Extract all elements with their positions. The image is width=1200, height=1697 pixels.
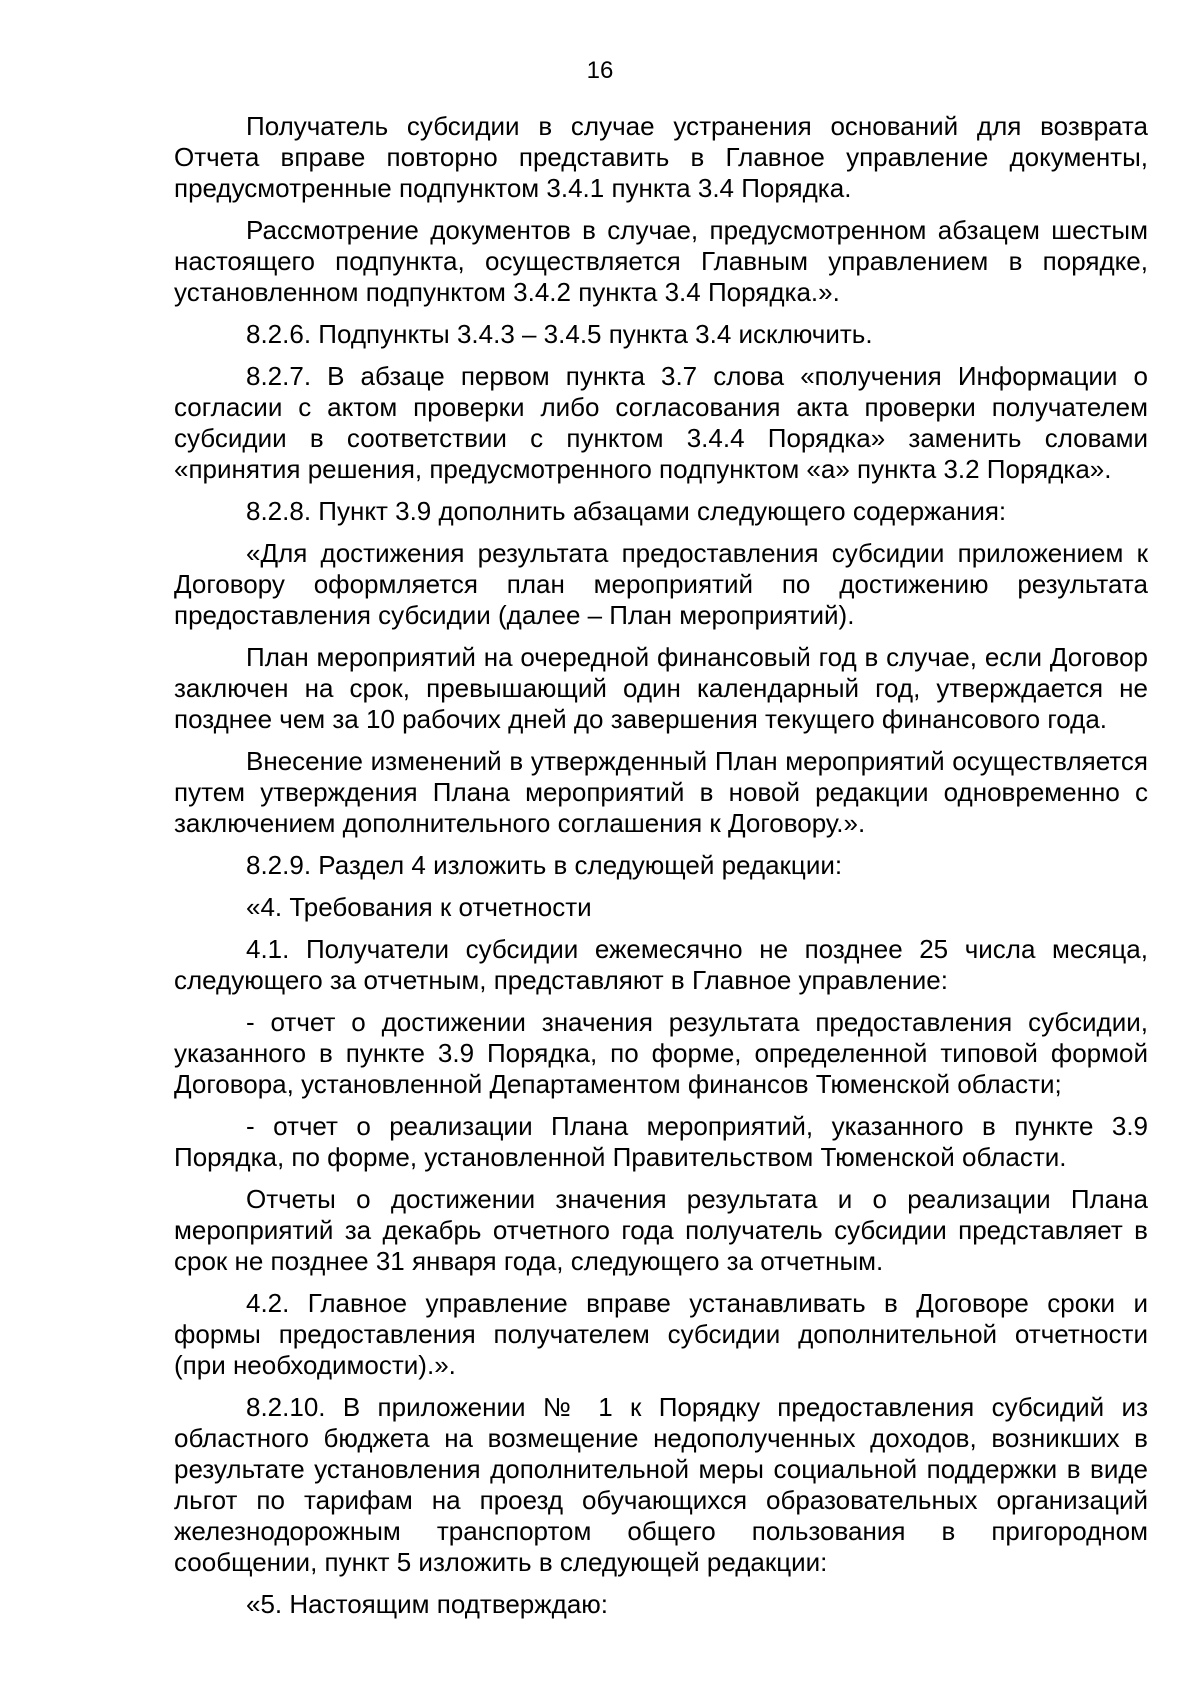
paragraph-confirmation-start: «5. Настоящим подтверждаю:: [246, 1589, 609, 1619]
section-heading-reporting: «4. Требования к отчетности: [246, 892, 592, 922]
paragraph-8-2-10: 8.2.10. В приложении № 1 к Порядку предоставления субсидий из областного бюджета на возмещение недополученных доходов, возникших в результате установления дополнительной меры социальной поддержки в виде льгот по тарифам на проезд обучающихся образовательных организаций железнодорожным транспортом общего пользования в пригородном сообщении, пункт 5 изложить в следующей редакции:: [174, 1392, 1148, 1577]
paragraph-8-2-6: 8.2.6. Подпункты 3.4.3 – 3.4.5 пункта 3.4 исключить.: [246, 319, 873, 349]
page-number: 16: [586, 57, 614, 84]
paragraph-action-plan-approval: План мероприятий на очередной финансовый год в случае, если Договор заключен на срок, превышающий один календарный год, утверждается не позднее чем за 10 рабочих дней до завершения текущего финансового года.: [174, 642, 1148, 734]
paragraph-document-review: Рассмотрение документов в случае, предусмотренном абзацем шестым настоящего подпункта, осуществляется Главным управлением в порядке, установленном подпунктом 3.4.2 пункта 3.4 Порядка.».: [174, 215, 1148, 307]
list-item-plan-report: - отчет о реализации Плана мероприятий, указанного в пункте 3.9 Порядка, по форме, установленной Правительством Тюменской области.: [174, 1111, 1148, 1172]
paragraph-action-plan-definition: «Для достижения результата предоставления субсидии приложением к Договору оформляется план мероприятий по достижению результата предоставления субсидии (далее – План мероприятий).: [174, 538, 1148, 630]
paragraph-december-reports: Отчеты о достижении значения результата и о реализации Плана мероприятий за декабрь отчетного года получатель субсидии представляет в срок не позднее 31 января года, следующего за отчетным.: [174, 1184, 1148, 1276]
paragraph-8-2-7: 8.2.7. В абзаце первом пункта 3.7 слова «получения Информации о согласии с актом проверки либо согласования акта проверки получателем субсидии в соответствии с пунктом 3.4.4 Порядка» заменить словами «принятия решения, предусмотренного подпунктом «а» пункта 3.2 Порядка».: [174, 361, 1148, 484]
paragraph-8-2-9: 8.2.9. Раздел 4 изложить в следующей редакции:: [246, 850, 843, 880]
paragraph-action-plan-changes: Внесение изменений в утвержденный План мероприятий осуществляется путем утверждения Плана мероприятий в новой редакции одновременно с заключением дополнительного соглашения к Договору.».: [174, 746, 1148, 838]
list-item-result-report: - отчет о достижении значения результата предоставления субсидии, указанного в пункте 3.9 Порядка, по форме, определенной типовой формой Договора, установленной Департаментом финансов Тюменской области;: [174, 1007, 1148, 1099]
paragraph-8-2-8: 8.2.8. Пункт 3.9 дополнить абзацами следующего содержания:: [246, 496, 1007, 526]
paragraph-4-1: 4.1. Получатели субсидии ежемесячно не позднее 25 числа месяца, следующего за отчетным, представляют в Главное управление:: [174, 934, 1148, 995]
document-body: [174, 111, 1148, 1631]
paragraph-return-resubmission: Получатель субсидии в случае устранения оснований для возврата Отчета вправе повторно представить в Главное управление документы, предусмотренные подпунктом 3.4.1 пункта 3.4 Порядка.: [174, 111, 1148, 203]
paragraph-4-2: 4.2. Главное управление вправе устанавливать в Договоре сроки и формы предоставления получателем субсидии дополнительной отчетности (при необходимости).».: [174, 1288, 1148, 1380]
